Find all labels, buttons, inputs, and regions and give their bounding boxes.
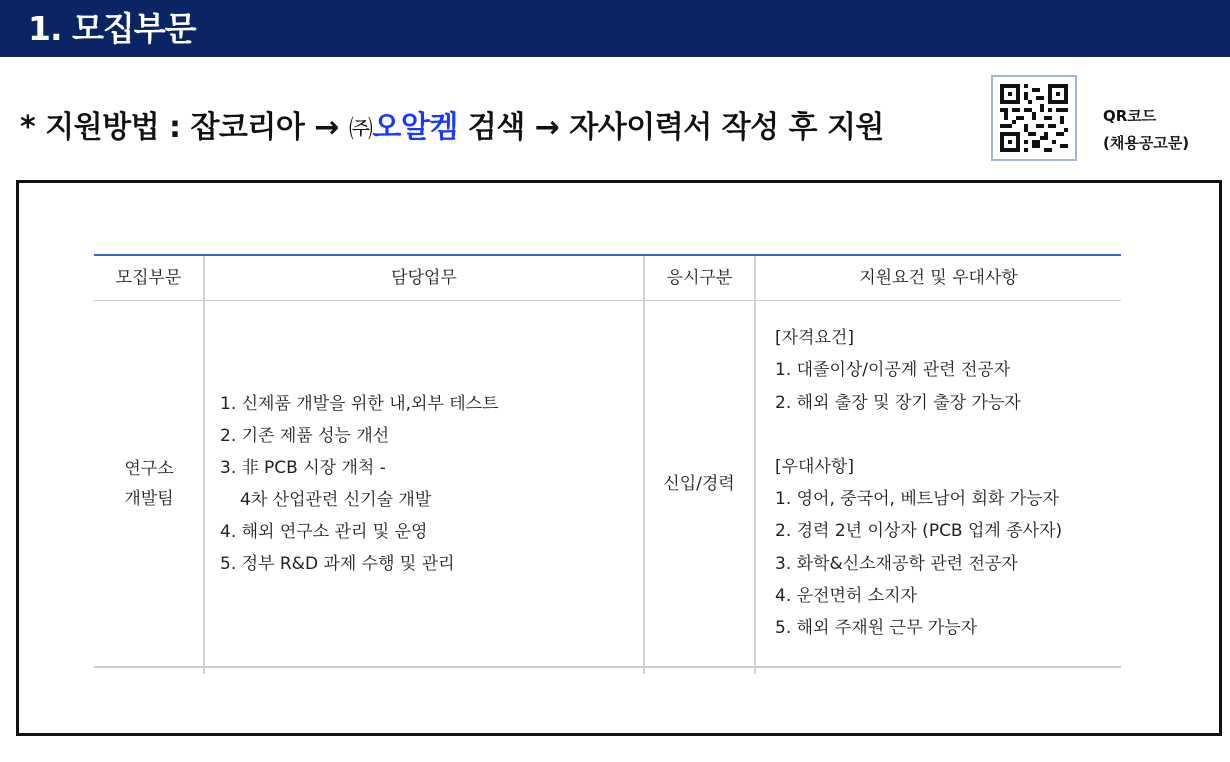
requirements-cell <box>775 322 1062 645</box>
header-requirements: 지원요건 및 우대사항 <box>859 268 1018 288</box>
department-line: 연구소 <box>124 459 174 479</box>
requirement-item: 1. 대졸이상/이공계 관련 전공자 <box>775 360 1011 381</box>
department-cell <box>94 454 204 514</box>
qr-label-line1: QR코드 <box>1103 107 1157 125</box>
column-divider <box>643 256 645 674</box>
corporation-mark: ㈜ <box>348 115 373 143</box>
duty-item: 4. 해외 연구소 관리 및 운영 <box>220 522 428 542</box>
duty-item: 5. 정부 R&D 과제 수행 및 관리 <box>220 554 455 574</box>
recruitment-table <box>94 254 1121 668</box>
duty-item: 1. 신제품 개발을 위한 내,외부 테스트 <box>220 394 499 414</box>
duties-cell <box>220 388 499 580</box>
header-department: 모집부문 <box>115 268 182 288</box>
preference-item: 3. 화학&신소재공학 관련 전공자 <box>775 553 1018 574</box>
application-method-suffix: 검색 → 자사이력서 작성 후 지원 <box>457 110 884 145</box>
header-duties: 담당업무 <box>391 268 457 288</box>
spacer <box>775 419 1062 451</box>
preferences-title: [우대사항] <box>775 456 854 477</box>
requirement-item: 2. 해외 출장 및 장기 출장 가능자 <box>775 392 1021 413</box>
section-title: 1. 모집부문 <box>28 9 196 48</box>
column-divider <box>754 256 756 674</box>
application-type-cell: 신입/경력 <box>663 474 735 494</box>
duty-item: 2. 기존 제품 성능 개선 <box>220 426 390 446</box>
header-application-type: 응시구분 <box>666 268 733 288</box>
table-bottom-border <box>94 666 1121 668</box>
qr-code[interactable] <box>991 75 1077 161</box>
application-method <box>20 103 884 153</box>
duty-item-continuation: 4차 산업관련 신기술 개발 <box>240 490 432 510</box>
preference-item: 5. 해외 주재원 근무 가능자 <box>775 618 978 639</box>
qr-code-icon <box>1000 84 1068 152</box>
requirements-title: [자격요건] <box>775 328 854 348</box>
preference-item: 1. 영어, 중국어, 베트남어 회화 가능자 <box>775 489 1059 510</box>
preference-item: 2. 경력 2년 이상자 (PCB 업계 종사자) <box>775 521 1063 542</box>
preference-item: 4. 운전면허 소지자 <box>775 586 917 607</box>
application-method-prefix: * 지원방법 : 잡코리아 → <box>20 110 349 145</box>
company-name: 오알켐 <box>372 110 458 145</box>
section-header-bar <box>0 0 1230 57</box>
department-line: 개발팀 <box>124 489 174 509</box>
qr-label <box>1103 103 1189 157</box>
duty-item: 3. 非 PCB 시장 개척 - <box>220 458 386 478</box>
qr-label-line2: (채용공고문) <box>1103 134 1190 152</box>
table-header-divider <box>94 300 1121 301</box>
